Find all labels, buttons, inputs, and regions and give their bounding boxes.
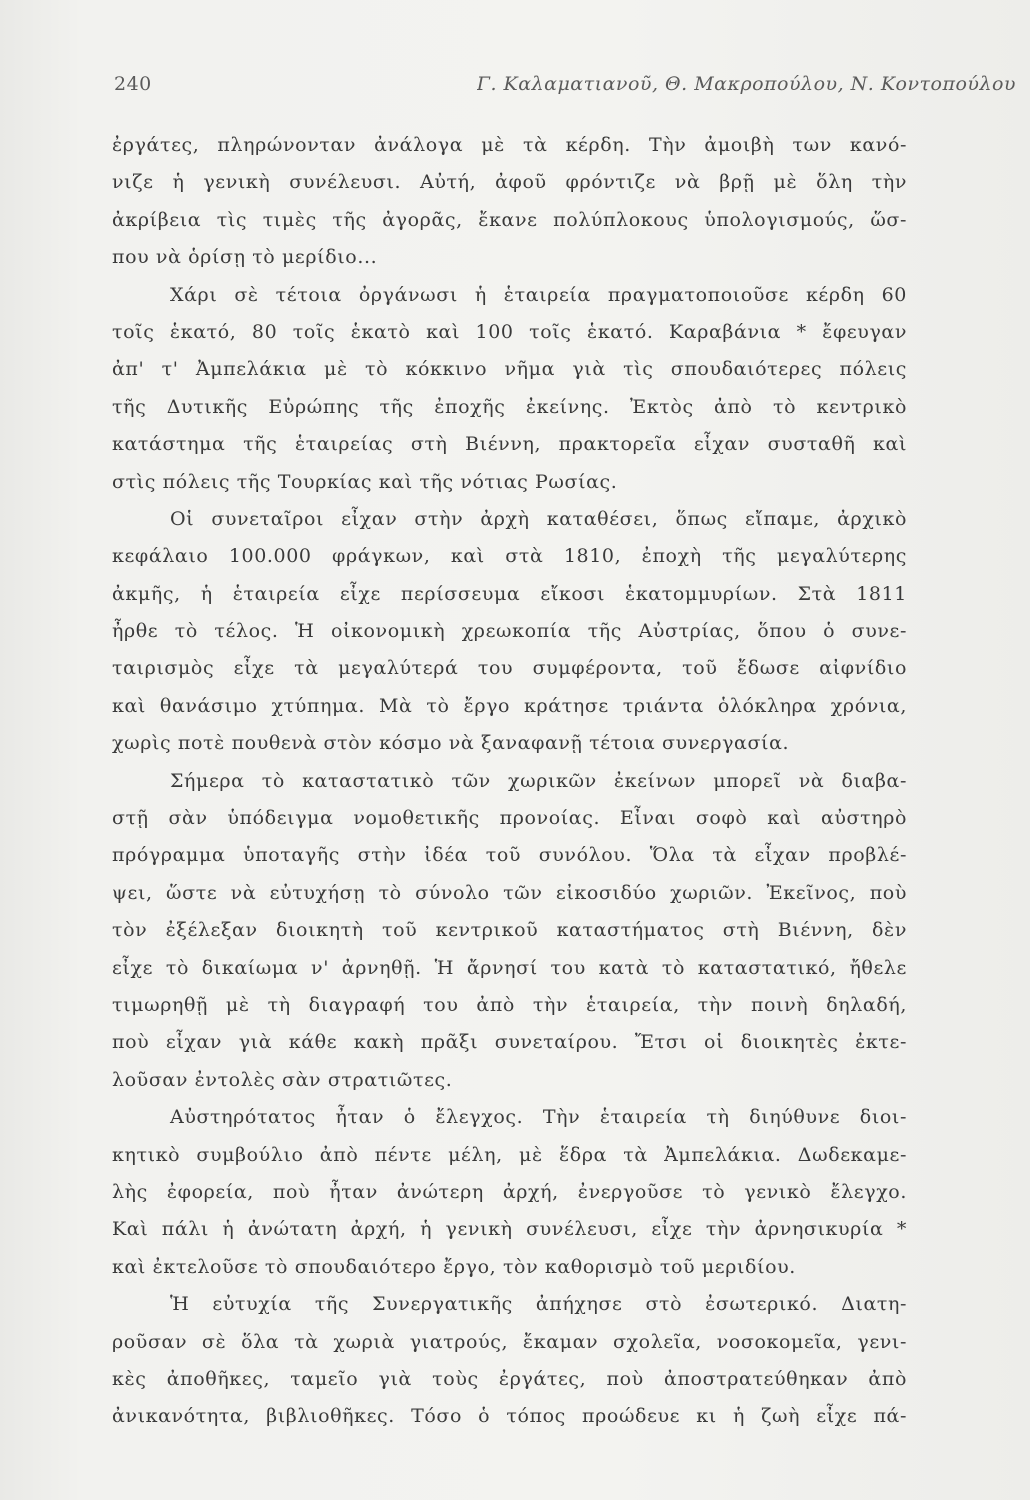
text-line: εἶχε τὸ δικαίωμα ν' ἀρνηθῇ. Ἡ ἄρνησί του κατὰ τὸ καταστατικό, ἤθελε bbox=[112, 956, 907, 979]
text-line: ἀνικανότητα, βιβλιοθῆκες. Τόσο ὁ τόπος προώδευε κι ἡ ζωὴ εἶχε πά- bbox=[112, 1405, 907, 1428]
text-line: ποὺ εἶχαν γιὰ κάθε κακὴ πρᾶξι συνεταίρου. Ἔτσι οἱ διοικητὲς ἐκτε- bbox=[112, 1031, 907, 1054]
paragraph bbox=[112, 277, 907, 501]
text-line: νιζε ἡ γενικὴ συνέλευσι. Αὐτή, ἀφοῦ φρόντιζε νὰ βρῇ μὲ ὅλη τὴν bbox=[112, 171, 907, 194]
text-line: καὶ θανάσιμο χτύπημα. Μὰ τὸ ἔργο κράτησε τριάντα ὁλόκληρα χρόνια, bbox=[112, 694, 907, 717]
text-line: τὸν ἐξέλεξαν διοικητὴ τοῦ κεντρικοῦ καταστήματος στὴ Βιέννη, δὲν bbox=[112, 919, 907, 942]
text-line: ψει, ὥστε νὰ εὐτυχήσῃ τὸ σύνολο τῶν εἰκοσιδύο χωριῶν. Ἐκεῖνος, ποὺ bbox=[112, 881, 907, 904]
text-line: χωρὶς ποτὲ πουθενὰ στὸν κόσμο νὰ ξαναφανῇ τέτοια συνεργασία. bbox=[112, 732, 790, 755]
text-line: στὶς πόλεις τῆς Τουρκίας καὶ τῆς νότιας Ρωσίας. bbox=[112, 470, 618, 493]
text-line: ἦρθε τὸ τέλος. Ἡ οἰκονομικὴ χρεωκοπία τῆς Αὐστρίας, ὅπου ὁ συνε- bbox=[112, 620, 907, 643]
running-head-authors: Γ. Καλαματιανοῦ, Θ. Μακροπούλου, Ν. Κοντοπούλου bbox=[476, 73, 1016, 95]
text-line: ἀκρίβεια τὶς τιμὲς τῆς ἀγορᾶς, ἔκανε πολύπλοκους ὑπολογισμούς, ὥσ- bbox=[112, 208, 907, 231]
text-line: λὴς ἐφορεία, ποὺ ἦταν ἀνώτερη ἀρχή, ἐνεργοῦσε τὸ γενικὸ ἔλεγχο. bbox=[112, 1180, 907, 1203]
text-line: ἀκμῆς, ἡ ἑταιρεία εἶχε περίσσευμα εἴκοσι ἑκατομμυρίων. Στὰ 1811 bbox=[112, 582, 907, 605]
text-line: κεφάλαιο 100.000 φράγκων, καὶ στὰ 1810, ἐποχὴ τῆς μεγαλύτερης bbox=[112, 545, 907, 568]
paragraph bbox=[112, 763, 907, 1100]
text-line: καὶ ἐκτελοῦσε τὸ σπουδαιότερο ἔργο, τὸν καθορισμὸ τοῦ μεριδίου. bbox=[112, 1255, 796, 1278]
paragraph bbox=[112, 127, 907, 277]
text-line: πρόγραμμα ὑποταγῆς στὴν ἰδέα τοῦ συνόλου. Ὅλα τὰ εἶχαν προβλέ- bbox=[112, 844, 907, 867]
paragraph bbox=[112, 1099, 907, 1286]
text-line: Σήμερα τὸ καταστατικὸ τῶν χωρικῶν ἐκείνων μπορεῖ νὰ διαβα- bbox=[170, 769, 907, 792]
text-line: τοῖς ἑκατό, 80 τοῖς ἑκατὸ καὶ 100 τοῖς ἑκατό. Καραβάνια * ἔφευγαν bbox=[112, 320, 907, 343]
text-line: κὲς ἀποθῆκες, ταμεῖο γιὰ τοὺς ἐργάτες, ποὺ ἀποστρατεύθηκαν ἀπὸ bbox=[112, 1367, 907, 1390]
text-line: που νὰ ὁρίσῃ τὸ μερίδιο... bbox=[112, 246, 378, 269]
text-line: Ἡ εὐτυχία τῆς Συνεργατικῆς ἀπήχησε στὸ ἐσωτερικό. Διατη- bbox=[170, 1293, 907, 1316]
running-head bbox=[114, 73, 1016, 103]
text-line: τῆς Δυτικῆς Εὐρώπης τῆς ἐποχῆς ἐκείνης. Ἐκτὸς ἀπὸ τὸ κεντρικὸ bbox=[112, 395, 907, 418]
text-line: ἐργάτες, πληρώνονταν ἀνάλογα μὲ τὰ κέρδη. Τὴν ἀμοιβὴ των κανό- bbox=[112, 134, 907, 156]
text-line: κητικὸ συμβούλιο ἀπὸ πέντε μέλη, μὲ ἕδρα τὰ Ἀμπελάκια. Δωδεκαμε- bbox=[112, 1143, 907, 1166]
paragraph bbox=[112, 501, 907, 763]
text-line: Καὶ πάλι ἡ ἀνώτατη ἀρχή, ἡ γενικὴ συνέλευσι, εἶχε τὴν ἀρνησικυρία * bbox=[112, 1218, 907, 1241]
text-line: κατάστημα τῆς ἑταιρείας στὴ Βιέννη, πρακτορεῖα εἶχαν συσταθῆ καὶ bbox=[112, 433, 907, 456]
page-number: 240 bbox=[114, 73, 152, 95]
text-line: ταιρισμὸς εἶχε τὰ μεγαλύτερά του συμφέροντα, τοῦ ἔδωσε αἰφνίδιο bbox=[112, 657, 907, 680]
text-line: Αὐστηρότατος ἦταν ὁ ἔλεγχος. Τὴν ἑταιρεία τὴ διηύθυνε διοι- bbox=[170, 1106, 907, 1129]
text-line: τιμωρηθῇ μὲ τὴ διαγραφή του ἀπὸ τὴν ἑταιρεία, τὴν ποινὴ δηλαδή, bbox=[112, 993, 907, 1016]
text-line: Οἱ συνεταῖροι εἶχαν στὴν ἀρχὴ καταθέσει, ὅπως εἴπαμε, ἀρχικὸ bbox=[170, 507, 907, 530]
text-line: ροῦσαν σὲ ὅλα τὰ χωριὰ γιατρούς, ἔκαμαν σχολεῖα, νοσοκομεῖα, γενι- bbox=[112, 1330, 907, 1353]
text-line: στῇ σὰν ὑπόδειγμα νομοθετικῆς προνοίας. Εἶναι σοφὸ καὶ αὐστηρὸ bbox=[112, 807, 907, 830]
text-line: Χάρι σὲ τέτοια ὀργάνωσι ἡ ἑταιρεία πραγματοποιοῦσε κέρδη 60 bbox=[170, 283, 907, 306]
text-line: ἀπ' τ' Ἀμπελάκια μὲ τὸ κόκκινο νῆμα γιὰ τὶς σπουδαιότερες πόλεις bbox=[112, 358, 907, 381]
text-line: λοῦσαν ἐντολὲς σὰν στρατιῶτες. bbox=[112, 1068, 453, 1091]
body-text bbox=[112, 127, 907, 1436]
paragraph bbox=[112, 1286, 907, 1436]
